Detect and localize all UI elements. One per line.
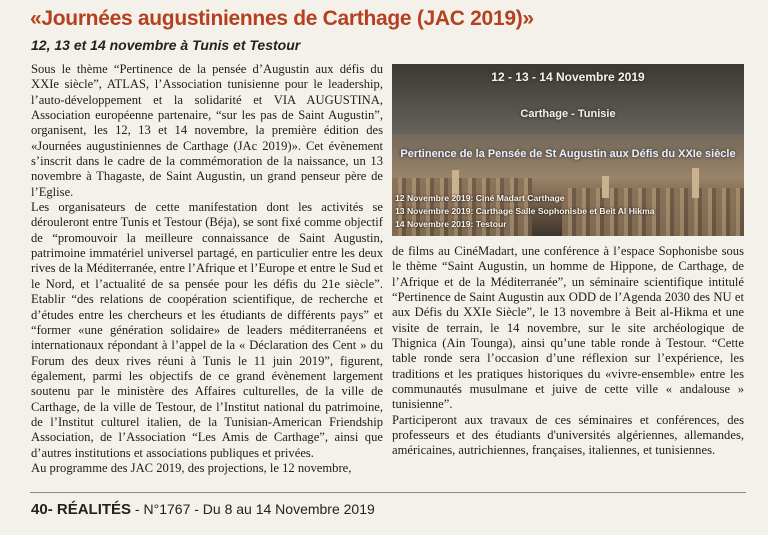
paragraph: Sous le thème “Pertinence de la pensée d’Augustin aux défis du XXIe siècle”, ATLAS, l’Association tunisienne pour le leadership, l’auto-développement et la solidarité et VIA AUGUSTINA, Association européenne partenaire, “sur les pas de Saint Augustin”, organisent, les 12, 13 et 14 novembre, la première édition des «Journées augustiniennes de Carthage (JAc 2019)». Cet évènement s’inscrit dans le cadre de la commémoration de la naissance, un 13 novembre à Thagaste, de Saint Augustin, un grand penseur père de l’Eglise. — [31, 62, 383, 199]
left-column — [31, 62, 383, 476]
paragraph: Les organisateurs de cette manifestation dont les activités se dérouleront entre Tunis et Testour (Béja), se sont fixé comme objectif de “promouvoir la meilleure connaissance de Saint Augustin, patrimoine immatériel universel partagé, en particulier entre les deux rives de la Méditerranée, entre l’Afrique et l’Europe et entre le Sud et le Nord, et l’actualité de sa pensée pour les défis du 21e siècle”. Etablir “des relations de coopération scientifique, de recherche et d’études entre les chercheurs et les étudiants de différents pays” et “former «une génération solidaire» de leaders méditerranéens et internationaux répondant à l’appel de la « Déclaration des Cent » du Forum des deux rives réuni à Tunis le 11 juin 2019”, figurent, également, parmi les objectifs de ce grand évènement largement soutenu par le ministère des Affaires culturelles, de la ville de Carthage, de la ville de Testour, de l’Institut national du patrimoine, de l’Institut culturel italien, de la Tunisian-American Friendship Association, de l’Association “Les Amis de Carthage”, ainsi que d’autres institutions et associations publiques et privées. — [31, 200, 383, 460]
paragraph: Participeront aux travaux de ces séminaires et conférences, des professeurs et des étudiants d'universités algériennes, allemandes, américaines, autrichiennes, françaises, italiennes, et tunisiennes. — [392, 412, 744, 458]
right-column — [392, 244, 744, 459]
poster-place: Carthage - Tunisie — [520, 108, 616, 120]
poster-schedule-line: 14 Novembre 2019: Testour — [395, 219, 507, 229]
poster-dates: 12 - 13 - 14 Novembre 2019 — [491, 70, 645, 84]
issue-info: N°1767 - Du 8 au 14 Novembre 2019 — [143, 501, 375, 517]
paragraph: Au programme des JAC 2019, des projections, le 12 novembre, — [31, 460, 352, 475]
article-subtitle: 12, 13 et 14 novembre à Tunis et Testour — [31, 37, 301, 53]
ruin-column — [602, 176, 609, 198]
page-number: 40 — [31, 501, 48, 518]
paragraph: de films au CinéMadart, une conférence à l’espace Sophonisbe sous le thème “Saint Augustin, un homme de Hippone, de Carthage, de l’Afrique et de la Méditerranée”, un séminaire scientifique intitulé “Pertinence de Saint Augustin aux ODD de l’Agenda 2030 des NU et aux Défis du XXIe Siècle”, le 13 novembre à Beit al-Hikma et une visite de terrain, le 14 novembre, sur le site archéologique de Thignica (Ain Tounga), ainsi qu’une table ronde à Testour. “Cette table ronde sera l’occasion d’une réflexion sur l’expérience, les traditions et les pratiques historiques du «vivre-ensemble» entre les communautés musulmane et juive de cette ville « andalouse » tunisienne”. — [392, 244, 744, 412]
event-poster-image — [392, 64, 744, 236]
footer-divider — [30, 492, 746, 493]
poster-schedule-line: 13 Novembre 2019: Carthage Salle Sophonisbe et Beit Al Hikma — [395, 206, 655, 216]
poster-schedule-line: 12 Novembre 2019: Ciné Madart Carthage — [395, 193, 565, 203]
ruin-column — [692, 168, 699, 198]
magazine-name: RÉALITÉS — [56, 501, 132, 518]
page-footer: 40- RÉALITÉS - N°1767 - Du 8 au 14 Novembre 2019 — [31, 501, 375, 518]
article-title: «Journées augustiniennes de Carthage (JAC 2019)» — [30, 7, 534, 30]
poster-theme: Pertinence de la Pensée de St Augustin aux Défis du XXIe siècle — [400, 148, 736, 160]
